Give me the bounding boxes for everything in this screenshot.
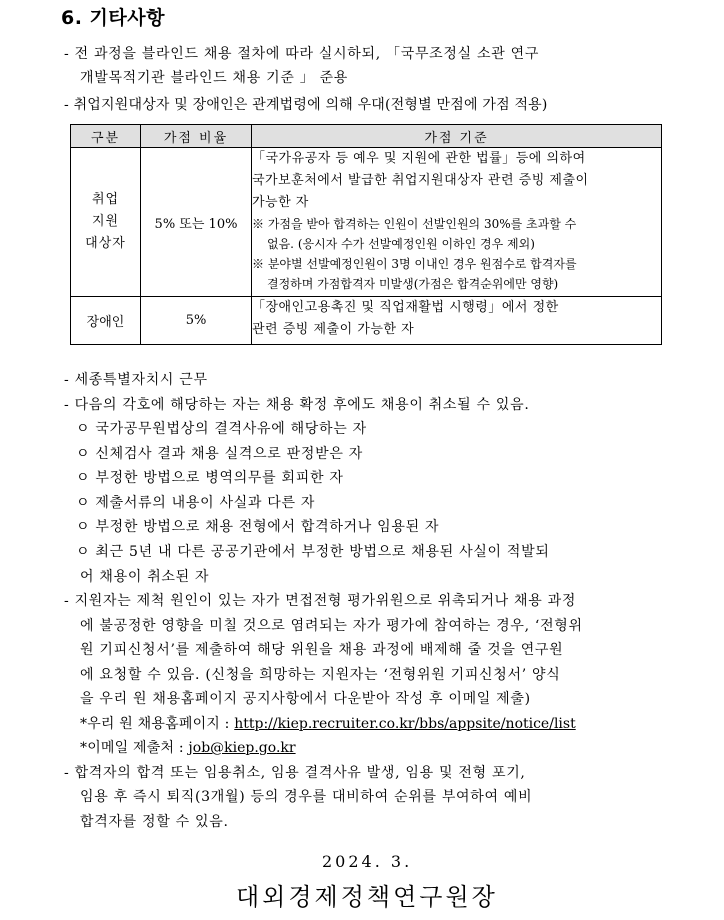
criteria-line: 국가보훈처에서 발급한 취업지원대상자 관련 증빙 제출이 <box>252 173 589 188</box>
list-item: ㅇ 제출서류의 내용이 사실과 다른 자 <box>76 495 316 511</box>
criteria-cell <box>252 297 662 345</box>
organization-name: 대외경제정책연구원장 <box>236 883 498 911</box>
note-line: 없음. (응시자 수가 선발예정인원 이하인 경우 제외) <box>267 237 535 251</box>
list-item: ㅇ 국가공무원법상의 결격사유에 해당하는 자 <box>76 421 367 437</box>
category-line: 취업 <box>91 192 120 207</box>
bonus-points-table <box>70 124 662 345</box>
document-date: 2024. 3. <box>322 852 413 871</box>
text-line: 개발목적기관 블라인드 채용 기준 」 준용 <box>80 70 349 86</box>
email-label: *이메일 제출처 : <box>80 740 189 756</box>
header-category: 구분 <box>71 125 141 148</box>
note-line: 결정하며 가점합격자 미발생(가점은 합격순위에만 영향) <box>267 277 559 291</box>
criteria-line: 관련 증빙 제출이 가능한 자 <box>252 322 415 337</box>
list-item: ㅇ 신체검사 결과 채용 실격으로 판정받은 자 <box>76 446 363 462</box>
list-item: ㅇ 부정한 방법으로 채용 전형에서 합격하거나 임용된 자 <box>76 519 440 535</box>
text-line: - 합격자의 합격 또는 임용취소, 임용 결격사유 발생, 임용 및 전형 포기, <box>64 765 526 781</box>
homepage-line <box>80 713 576 733</box>
text-line: 에 요청할 수 있음. (신청을 희망하는 지원자는 ‘전형위원 기피신청서’ 양식 <box>80 667 561 683</box>
category-line: 지원 <box>91 214 120 229</box>
category-line: 대상자 <box>85 236 126 251</box>
text-line: - 세종특별자치시 근무 <box>64 372 208 388</box>
list-item: ㅇ 부정한 방법으로 병역의무를 회피한 자 <box>76 470 344 486</box>
criteria-line: 가능한 자 <box>252 195 309 210</box>
rate-cell: 5% <box>141 297 252 345</box>
text-line: 을 우리 원 채용홈페이지 공지사항에서 다운받아 작성 후 이메일 제출) <box>80 691 531 707</box>
text-line: - 지원자는 제척 원인이 있는 자가 면접전형 평가위원으로 위촉되거나 채용 과정 <box>64 593 577 609</box>
section-title: 6. 기타사항 <box>61 7 165 29</box>
table-row <box>71 148 662 297</box>
criteria-line: 「장애인고용촉진 및 직업재활법 시행령」에서 정한 <box>252 300 559 315</box>
header-rate: 가점 비율 <box>141 125 252 148</box>
text-line: 원 기피신청서’를 제출하여 해당 위원을 채용 과정에 배제해 줄 것을 연구원 <box>80 642 564 658</box>
text-line: 에 불공정한 영향을 미칠 것으로 염려되는 자가 평가에 참여하는 경우, ‘전형위 <box>80 618 583 634</box>
header-criteria: 가점 기준 <box>252 125 662 148</box>
email-link[interactable]: job@kiep.go.kr <box>188 740 296 756</box>
text-line: 임용 후 즉시 퇴직(3개월) 등의 경우를 대비하여 순위를 부여하여 예비 <box>80 789 533 805</box>
text-line: - 다음의 각호에 해당하는 자는 채용 확정 후에도 채용이 취소될 수 있음. <box>64 397 530 413</box>
note-line: ※ 분야별 선발예정인원이 3명 이내인 경우 원점수로 합격자를 <box>252 257 577 271</box>
list-item: ㅇ 최근 5년 내 다른 공공기관에서 부정한 방법으로 채용된 사실이 적발되 <box>76 544 550 560</box>
note-line: ※ 가점을 받아 합격하는 인원이 선발인원의 30%를 초과할 수 <box>252 217 577 231</box>
rate-cell: 5% 또는 10% <box>141 148 252 297</box>
email-line <box>80 737 296 757</box>
category-cell: 장애인 <box>71 297 141 345</box>
homepage-link[interactable]: http://kiep.recruiter.co.kr/bbs/appsite/notice/list <box>234 716 576 732</box>
text-line: 합격자를 정할 수 있음. <box>80 814 229 830</box>
category-cell <box>71 148 141 297</box>
criteria-cell <box>252 148 662 297</box>
homepage-label: *우리 원 채용홈페이지 : <box>80 716 235 732</box>
text-line: 어 채용이 취소된 자 <box>80 569 210 585</box>
table-row <box>71 297 662 345</box>
criteria-line: 「국가유공자 등 예우 및 지원에 관한 법률」등에 의하여 <box>252 151 586 166</box>
text-line: - 취업지원대상자 및 장애인은 관계법령에 의해 우대(전형별 만점에 가점 적용) <box>64 97 548 113</box>
table-header-row <box>71 125 662 148</box>
text-line: - 전 과정을 블라인드 채용 절차에 따라 실시하되, 「국무조정실 소관 연구 <box>64 46 540 62</box>
